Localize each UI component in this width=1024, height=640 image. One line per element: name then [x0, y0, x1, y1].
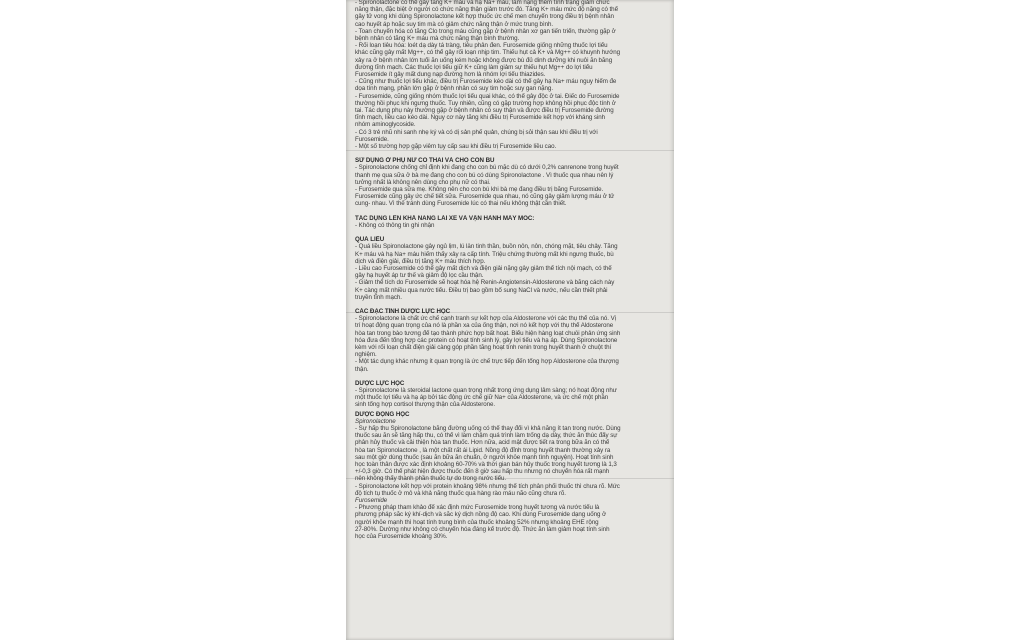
section-pharmacodynamics	[355, 308, 661, 373]
section-driving	[355, 215, 661, 229]
text-line: gây tử vong khi dùng Spironolactone kết hợp thuốc ức chế men chuyển trong điều trị bệnh nhân	[355, 13, 614, 21]
text-line: - Spironolactone chống chỉ định khi đang cho con bú mặc dù có dưới 0,2% canrenone trong huyết	[355, 164, 619, 172]
leaflet-text	[355, 0, 661, 540]
text-line: thanh mẹ qua sữa ở bà mẹ đang cho con bú có dùng Spironolactone . Vì thuốc qua nhau nên lý	[355, 171, 614, 179]
text-line: người khỏe mạnh thì hoạt tính trung bình của thuốc khoảng 52% nhưng khoảng EHE rộng	[355, 518, 599, 526]
text-line: hóa đưa đến tổng hợp các protein có hoạt tính sinh lý, gây lợi tiểu và hạ áp. Dùng Spironolactone	[355, 336, 618, 344]
text-line: bệnh nhân có tăng K+ máu mà chức năng thận bình thường.	[355, 35, 520, 43]
section-heading: DƯỢC LỰC HỌC	[355, 379, 405, 387]
text-line: phân hủy thuốc và cải thiện hòa tan thuốc. Hơn nữa, acid mật được tiết ra trong bữa ăn có thể	[355, 439, 610, 447]
text-line: - Furosemide qua sữa mẹ. Không nên cho con bú khi bà mẹ đang điều trị bằng Furosemide.	[355, 186, 604, 194]
text-line: - Quá liều Spironolactone gây ngủ lịm, lú lẫn tinh thần, buồn nôn, nôn, chóng mặt, tiêu chảy. Tăng	[355, 243, 618, 251]
text-line: nghiệm.	[355, 351, 377, 359]
text-line: năng thận, đặc biệt ở người có chức năng thận giảm trước đó. Tăng K+ máu mức độ nặng có thể	[355, 6, 618, 14]
text-line: dịch và điện giải, điều trị tăng K+ máu thích hợp.	[355, 257, 486, 265]
text-line: K+ càng mất nhiều qua nước tiểu. Điều trị bao gồm bổ sung NaCl và nước, nếu cần thiết phải	[355, 286, 608, 294]
text-line: nên không thấy thành phần thuốc tự do trong nước tiểu.	[355, 475, 507, 483]
text-line: truyền tĩnh mạch.	[355, 293, 402, 301]
text-line: - Toan chuyển hóa có tăng Clo trong máu cũng gặp ở bệnh nhân xơ gan tiến triển, thường gặp ở	[355, 27, 616, 35]
text-line: - Không có thông tin ghi nhận	[355, 221, 435, 229]
text-line: xảy ra ở bệnh nhân lớn tuổi ăn uống kém hoặc không được bù đủ dinh dưỡng khi nuôi ăn bằng	[355, 56, 613, 64]
section-heading: QUÁ LIỀU	[355, 236, 385, 244]
text-line: cung- nhau. Vì thế tránh dùng Furosemide lúc có thai nếu không thật cần thiết.	[355, 200, 567, 208]
leaflet-page	[346, 0, 674, 640]
text-line: gây hạ huyết áp tư thế và giảm độ lọc cầu thận.	[355, 272, 484, 280]
text-line: độ tích tụ thuốc ở mô và khả năng thuốc qua hàng rào máu não cũng chưa rõ.	[355, 489, 566, 497]
text-line: tĩnh mạch, liều cao kéo dài. Nguy cơ này tăng khi điều trị Furosemide kết hợp với kháng sinh	[355, 114, 606, 122]
text-line: Furosemide cũng gây ức chế tiết sữa. Furosemide qua nhau, nó cũng gây giảm lượng máu ở tử	[355, 193, 615, 201]
text-line: thuốc sau ăn sẽ tăng hấp thu, có thể vì làm chậm quá trình làm trống dạ dày, thức ăn thúc đẩy sự	[355, 432, 618, 440]
section-pharmacology	[355, 380, 661, 409]
text-line: tưởng nhất là không nên dùng cho phụ nữ có thai.	[355, 178, 491, 186]
text-line: thường hồi phục khi ngưng thuốc. Tuy nhiên, cũng có gặp trường hợp không hồi phục độc tính ở	[355, 99, 616, 107]
text-line: - Spironolactone là steroidal lactone quan trọng nhất trong ứng dụng lâm sàng; nó hoạt động như	[355, 386, 617, 394]
text-line: trí hoạt động quan trọng của nó là phần xa của ống thận, nơi nó kết hợp với thụ thể Aldosterone	[355, 322, 614, 330]
text-line: sinh tổng hợp cortisol thượng thận của Aldosterone.	[355, 401, 496, 409]
text-line: kèm với rối loạn chất điện giải càng góp phần tăng hoạt tính renin trong huyết thanh ở chuột thí	[355, 343, 612, 351]
text-line: - Furosemide, cũng giống nhóm thuốc lợi tiểu quai khác, có thể gây độc ở tai. Điếc do Furosemide	[355, 92, 620, 100]
text-line: Furosemide ít gây mất dung nạp đường hơn là nhóm lợi tiểu thiazides.	[355, 71, 546, 79]
text-line: K+ máu và hạ Na+ máu hiếm thấy xảy ra cấp tính. Triệu chứng thường mất khi ngưng thuốc, bù	[355, 250, 614, 258]
text-line: - Spironolactone là chất ức chế cạnh tranh sự kết hợp của Aldosterone với các thụ thể của nó. Vị	[355, 315, 616, 323]
text-line: khác cũng gây mất Mg++, có thể gây rối loạn nhịp tim. Thiếu hụt cả K+ và Mg++ có khuynh hướng	[355, 49, 621, 57]
text-line: - Một số trường hợp gặp viêm tụy cấp sau khi điều trị Furosemide liều cao.	[355, 143, 557, 151]
text-line: - Liều cao Furosemide có thể gây mất dịch và điện giải nặng gây giảm thể tích nội mạch, có thể	[355, 264, 612, 272]
text-line: đường tĩnh mạch. Các thuốc lợi tiểu giữ K+ cũng làm giảm sự thiếu hụt Mg++ do lợi tiểu	[355, 63, 593, 71]
text-line: - Spironolactone có thể gây tăng K+ máu và hạ Na+ máu, làm nặng thêm tình trạng giảm chức	[355, 0, 610, 6]
text-line: - Phương pháp tham khảo để xác định mức Furosemide trong huyết tương và nước tiểu là	[355, 504, 600, 512]
section-heading: TÁC DỤNG LÊN KHẢ NĂNG LÁI XE VÀ VẬN HÀNH MÁY MÓC:	[355, 214, 535, 222]
text-line: học của Furosemide khoảng 30%.	[355, 533, 448, 541]
text-line: cao huyết áp hoặc suy tim mà có giảm chức năng thận ở mức trung bình.	[355, 20, 554, 28]
text-line: một thuốc lợi tiểu và hạ áp bởi tác động ức chế giữ Na+ của Aldosterone, và ức chế một phần	[355, 394, 609, 402]
text-line: - Có 3 trẻ nhũ nhi sanh nhẹ ký và có dị sản phế quản, chúng bị sỏi thận sau khi điều trị với	[355, 128, 598, 136]
section-side-effects	[355, 0, 661, 150]
section-heading: CÁC ĐẶC TÍNH DƯỢC LỰC HỌC	[355, 307, 451, 315]
text-line: - Sự hấp thu Spironolactone bằng đường uống có thể thay đổi vì khả năng ít tan trong nước. Dùng	[355, 424, 621, 432]
section-heading: SỬ DỤNG Ở PHỤ NỮ CÓ THAI VÀ CHO CON BÚ	[355, 157, 495, 165]
text-line: - Giảm thể tích do Furosemide sẽ hoạt hóa hệ Renin-Angiotensin-Aldosterone và bằng cách này	[355, 279, 615, 287]
text-line: - Rối loạn tiêu hóa: loét dạ dày tá tràng, tiêu phân đen. Furosemide giống những thuốc lợi tiểu	[355, 42, 608, 50]
text-line: - Spironolactone kết hợp với protein khoảng 98% nhưng thể tích phân phối thuốc thì chưa rõ. Mức	[355, 482, 620, 490]
text-line: học toàn thân được xác định khoảng 60-70% và thời gian bán hủy thuốc trong huyết tương là 1,3	[355, 460, 617, 468]
text-line: 27-80%. Dường như không có chuyển hóa đáng kể trước độ. Thức ăn làm giảm hoạt tính sinh	[355, 525, 610, 533]
text-line: thận.	[355, 365, 369, 373]
text-line: - Cũng như thuốc lợi tiểu khác, điều trị Furosemide kéo dài có thể gây hạ Na+ máu nguy hiểm đe	[355, 78, 617, 86]
text-line: +/-0,3 giờ. Có thể phát hiện được thuốc đến 8 giờ sau hấp thu nhưng nó chuyển hóa rất mạnh	[355, 468, 610, 476]
section-pregnancy	[355, 157, 661, 207]
section-overdose	[355, 236, 661, 301]
subheading-spironolactone: Spironolactone	[355, 417, 396, 425]
text-line: phương pháp sắc ký khí-dịch và sắc ký dịch nồng độ cao. Khi dùng Furosemide dạng uống ở	[355, 511, 607, 519]
text-line: hòa tan trong bào tương để tạo thành phức hợp bất hoạt. Biểu hiện hàng loạt chuỗi phản ứng sinh	[355, 329, 621, 337]
section-heading: DƯỢC ĐỘNG HỌC	[355, 410, 410, 418]
text-line: dọa tính mạng, phần lớn gặp ở bệnh nhân có suy tim hoặc suy gan nặng.	[355, 85, 553, 93]
text-line: hòa tan Spironolactone , là một chất rất ái Lipid. Nồng độ đỉnh trong huyết thanh thường xảy ra	[355, 446, 611, 454]
text-line: Furosemide.	[355, 135, 389, 143]
text-line: sau một giờ dùng thuốc (sau ăn bữa ăn chuẩn, ở người khỏe mạnh tình nguyện). Hoạt tính sinh	[355, 453, 614, 461]
text-line: nhóm aminoglycoside.	[355, 121, 416, 129]
text-line: - Một tác dụng khác nhưng ít quan trọng là ức chế trực tiếp đến tổng hợp Aldosterone của thượng	[355, 358, 619, 366]
text-line: tai. Tác dụng phụ này thường gặp ở bệnh nhân có suy thận và được điều trị Furosemide đường	[355, 107, 614, 115]
subheading-furosemide: Furosemide	[355, 497, 388, 504]
section-pharmacokinetics	[355, 411, 661, 541]
